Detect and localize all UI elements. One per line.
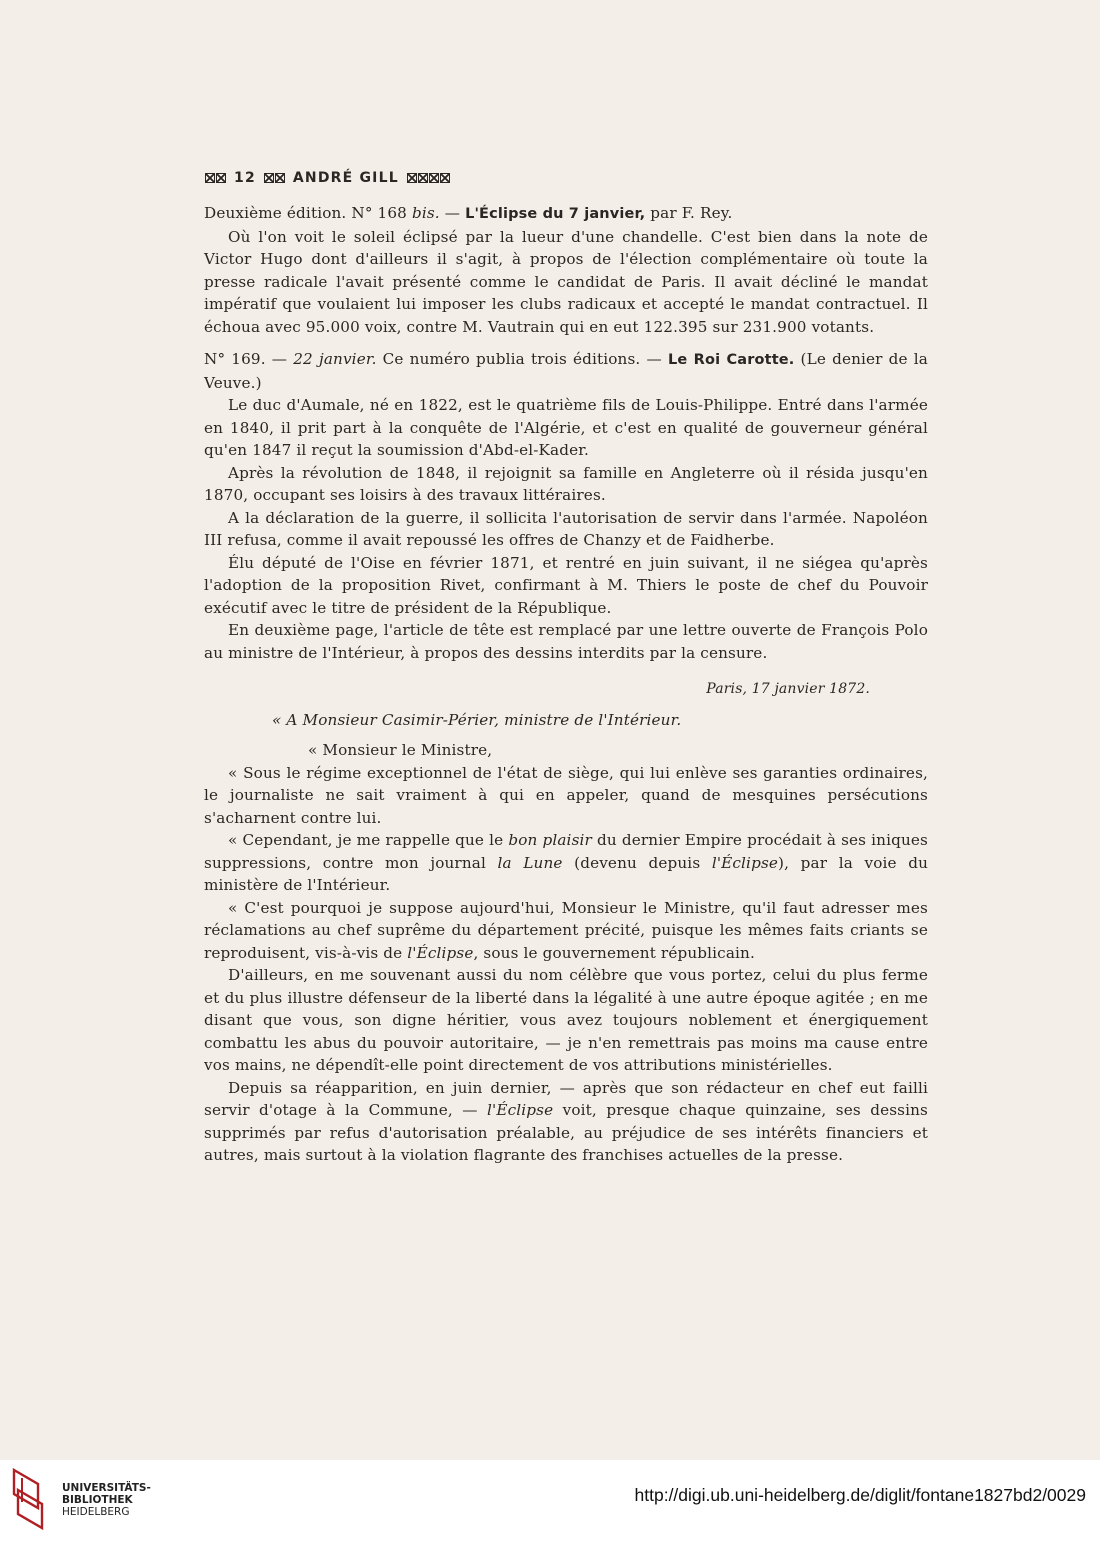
entry-168-heading: Deuxième édition. N° 168 bis. — L'Éclipse du 7 janvier, par F. Rey. [204,204,733,222]
paragraph: Où l'on voit le soleil éclipsé par la lueur d'une chandelle. C'est bien dans la note de Victor Hugo dont d'ailleurs il s'agit, à propos de l'élection complémentaire où toute la presse radicale l'avait présenté comme le candidat de Paris. Il avait décliné le mandat impératif que voulaient lui imposer les clubs radicaux et accepté le mandat contractuel. Il échoua avec 95.000 voix, contre M. Vautrain qui en eut 122.395 sur 231.900 votants. [204,227,928,336]
running-header [205,170,450,186]
ornament-icon [407,173,450,183]
paragraph: « Sous le régime exceptionnel de l'état de siège, qui lui enlève ses garanties ordinaires, le journaliste ne sait vraiment à qui en appeler, quand de mesquines persécutions s'acharnent contre lui. [204,763,928,827]
paragraph: D'ailleurs, en me souvenant aussi du nom célèbre que vous portez, celui du plus ferme et du plus illustre défenseur de la liberté dans la légalité à une autre époque agitée ; en me disant que vous, son digne héritier, vous avez toujours noblement et énergiquement combattu les abus du pouvoir autoritaire, — je n'en remettrais pas moins ma cause entre vos mains, ne dépendît-elle point directement de vos attributions ministérielles. [204,966,928,1074]
ornament-icon [264,173,285,183]
paragraph: « Cependant, je me rappelle que le bon plaisir du dernier Empire procédait à ses iniques suppressions, contre mon journal la Lune (devenu depuis l'Éclipse), par la voie du ministère de l'Intérieur. [204,831,929,894]
library-name: UNIVERSITÄTS- BIBLIOTHEK HEIDELBERG [62,1482,151,1518]
permalink-url[interactable]: http://digi.ub.uni-heidelberg.de/diglit/fontane1827bd2/0029 [634,1485,1086,1505]
page-number: 12 [234,170,256,186]
body-text [204,202,928,1167]
paragraph: Depuis sa réapparition, en juin dernier, — après que son rédacteur en chef eut failli servir d'otage à la Commune, — l'Éclipse voit, presque chaque quinzaine, ses dessins supprimés par refus d'autorisation préalable, au préjudice de ses intérêts financiers et autres, mais surtout à la violation flagrante des franchises actuelles de la presse. [204,1078,928,1164]
paragraph: A la déclaration de la guerre, il sollicita l'autorisation de servir dans l'armée. Napoléon III refusa, comme il avait repoussé les offres de Chanzy et de Faidherbe. [204,508,928,549]
university-library-logo-icon [8,1468,48,1530]
viewer-footer [0,1460,1100,1543]
paragraph: Élu député de l'Oise en février 1871, et rentré en juin suivant, il ne siégea qu'après l'adoption de la proposition Rivet, confirmant à M. Thiers le poste de chef du Pouvoir exécutif avec le titre de président de la République. [204,553,928,617]
ornament-icon [205,173,226,183]
paragraph: En deuxième page, l'article de tête est remplacé par une lettre ouverte de François Polo au ministre de l'Intérieur, à propos des dessins interdits par la censure. [204,621,928,662]
entry-169-heading: N° 169. — 22 janvier. Ce numéro publia trois éditions. — Le Roi Carotte. (Le denier de la Veuve.) [204,350,929,392]
letter-addressee: « A Monsieur Casimir-Périer, ministre de l'Intérieur. [272,710,682,729]
paragraph: « C'est pourquoi je suppose aujourd'hui, Monsieur le Ministre, qu'il faut adresser mes réclamations au chef suprême du département précité, puisque les mêmes faits criants se reproduisent, vis-à-vis de l'Éclipse, sous le gouvernement républicain. [204,898,928,962]
paragraph: Le duc d'Aumale, né en 1822, est le quatrième fils de Louis-Philippe. Entré dans l'armée en 1840, il prit part à la conquête de l'Algérie, et c'est en qualité de gouverneur général qu'en 1847 il reçut la soumission d'Abd-el-Kader. [204,396,928,459]
paragraph: Après la révolution de 1848, il rejoignit sa famille en Angleterre où il résida jusqu'en 1870, occupant ses loisirs à des travaux littéraires. [204,463,928,504]
letter-salutation: « Monsieur le Ministre, [308,741,493,759]
letter-date: Paris, 17 janvier 1872. [706,681,870,697]
running-title: ANDRÉ GILL [292,170,399,186]
